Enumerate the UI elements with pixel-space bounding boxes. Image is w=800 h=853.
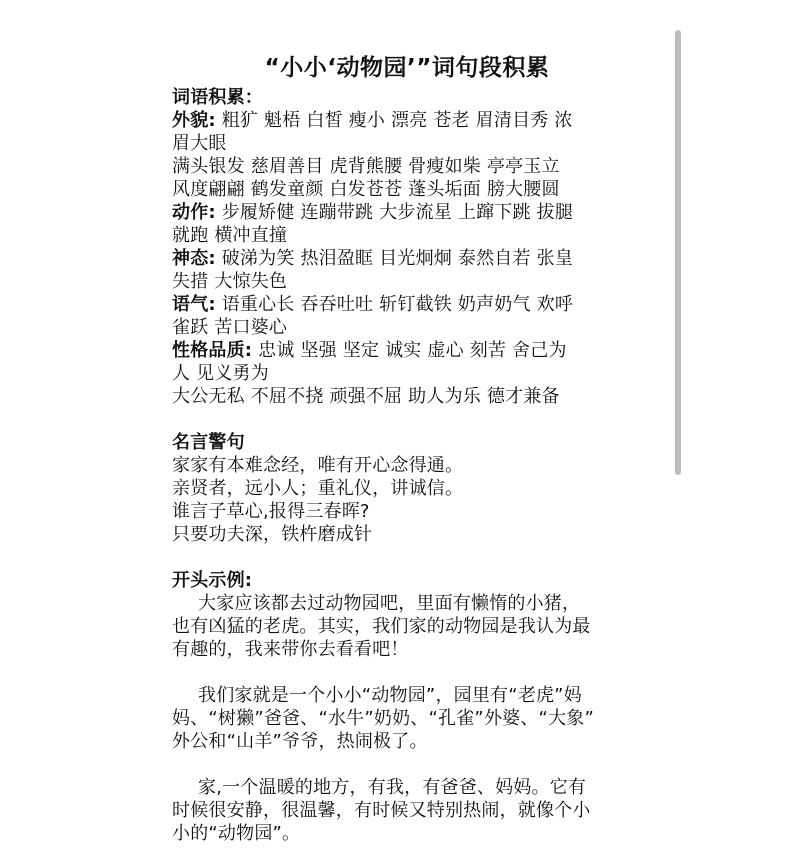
appearance-line-1 bbox=[172, 109, 642, 132]
character-label: 性格品质: bbox=[172, 340, 253, 361]
appearance-line-4: 风度翩翩 鹤发童颜 白发苍苍 蓬头垢面 膀大腰圆 bbox=[172, 179, 560, 200]
appearance-words-1: 粗犷 魁梧 白皙 瘦小 漂亮 苍老 眉清目秀 浓 bbox=[215, 110, 573, 131]
character-line-3: 大公无私 不屈不挠 顽强不屈 助人为乐 德才兼备 bbox=[172, 386, 560, 407]
expression-line-2: 失措 大惊失色 bbox=[172, 271, 288, 292]
character-line-2: 人 见义勇为 bbox=[172, 363, 269, 384]
document-page bbox=[172, 50, 642, 845]
opening-1-line-1: 大家应该都去过动物园吧，里面有懒惰的小猪， bbox=[198, 593, 581, 614]
quotes-heading: 名言警句 bbox=[172, 432, 245, 453]
opening-1-line-3: 有趣的，我来带你去看看吧！ bbox=[172, 639, 409, 660]
quote-item: 谁言子草心,报得三春晖? bbox=[172, 501, 370, 522]
spacer bbox=[172, 661, 642, 684]
appearance-label: 外貌: bbox=[172, 110, 216, 131]
opening-3-line-2: 时候很安静，很温馨，有时候又特别热闹，就像个小 bbox=[172, 800, 591, 821]
tone-words-1: 语重心长 吞吞吐吐 斩钉截铁 奶声奶气 欢呼 bbox=[215, 294, 574, 315]
action-words-1: 步履矫健 连蹦带跳 大步流星 上蹿下跳 拔腿 bbox=[215, 202, 574, 223]
tone-line-2: 雀跃 苦口婆心 bbox=[172, 317, 288, 338]
action-line-2: 就跑 横冲直撞 bbox=[172, 225, 288, 246]
quote-item: 只要功夫深，铁杵磨成针 bbox=[172, 524, 373, 545]
action-line-1 bbox=[172, 201, 642, 224]
expression-line-1 bbox=[172, 247, 642, 270]
quote-item: 亲贤者，远小人；重礼仪，讲诚信。 bbox=[172, 478, 464, 499]
appearance-line-2: 眉大眼 bbox=[172, 133, 227, 154]
spacer bbox=[172, 408, 642, 431]
tone-line-1 bbox=[172, 293, 642, 316]
opening-3-line-1: 家,一个温暖的地方，有我，有爸爸、妈妈。它有 bbox=[198, 777, 587, 798]
appearance-line-3: 满头银发 慈眉善目 虎背熊腰 骨瘦如柴 亭亭玉立 bbox=[172, 156, 560, 177]
vocab-heading: 词语积累： bbox=[172, 87, 263, 108]
scrollbar[interactable] bbox=[675, 30, 681, 475]
quote-item: 家家有本难念经，唯有开心念得通。 bbox=[172, 455, 464, 476]
spacer bbox=[172, 753, 642, 776]
expression-label: 神态: bbox=[172, 248, 216, 269]
action-label: 动作: bbox=[172, 202, 216, 223]
page-title: “小小‘动物园’”词句段积累 bbox=[264, 55, 550, 81]
expression-words-1: 破涕为笑 热泪盈眶 目光炯炯 泰然自若 张皇 bbox=[215, 248, 574, 269]
tone-label: 语气: bbox=[172, 294, 216, 315]
opening-2-line-2: 妈、“树獭”爸爸、“水牛”奶奶、“孔雀”外婆、“大象” bbox=[172, 708, 594, 729]
spacer bbox=[172, 546, 642, 569]
opening-2-line-1: 我们家就是一个小小“动物园”，园里有“老虎”妈 bbox=[198, 685, 582, 706]
character-line-1 bbox=[172, 339, 642, 362]
opening-2-line-3: 外公和“山羊”爷爷，热闹极了。 bbox=[172, 731, 428, 752]
opening-3-line-3: 小的“动物园”。 bbox=[172, 823, 301, 844]
character-words-1: 忠诚 坚强 坚定 诚实 虚心 刻苦 舍己为 bbox=[252, 340, 567, 361]
opening-1-line-2: 也有凶猛的老虎。其实，我们家的动物园是我认为最 bbox=[172, 616, 591, 637]
openings-heading: 开头示例: bbox=[172, 570, 253, 591]
